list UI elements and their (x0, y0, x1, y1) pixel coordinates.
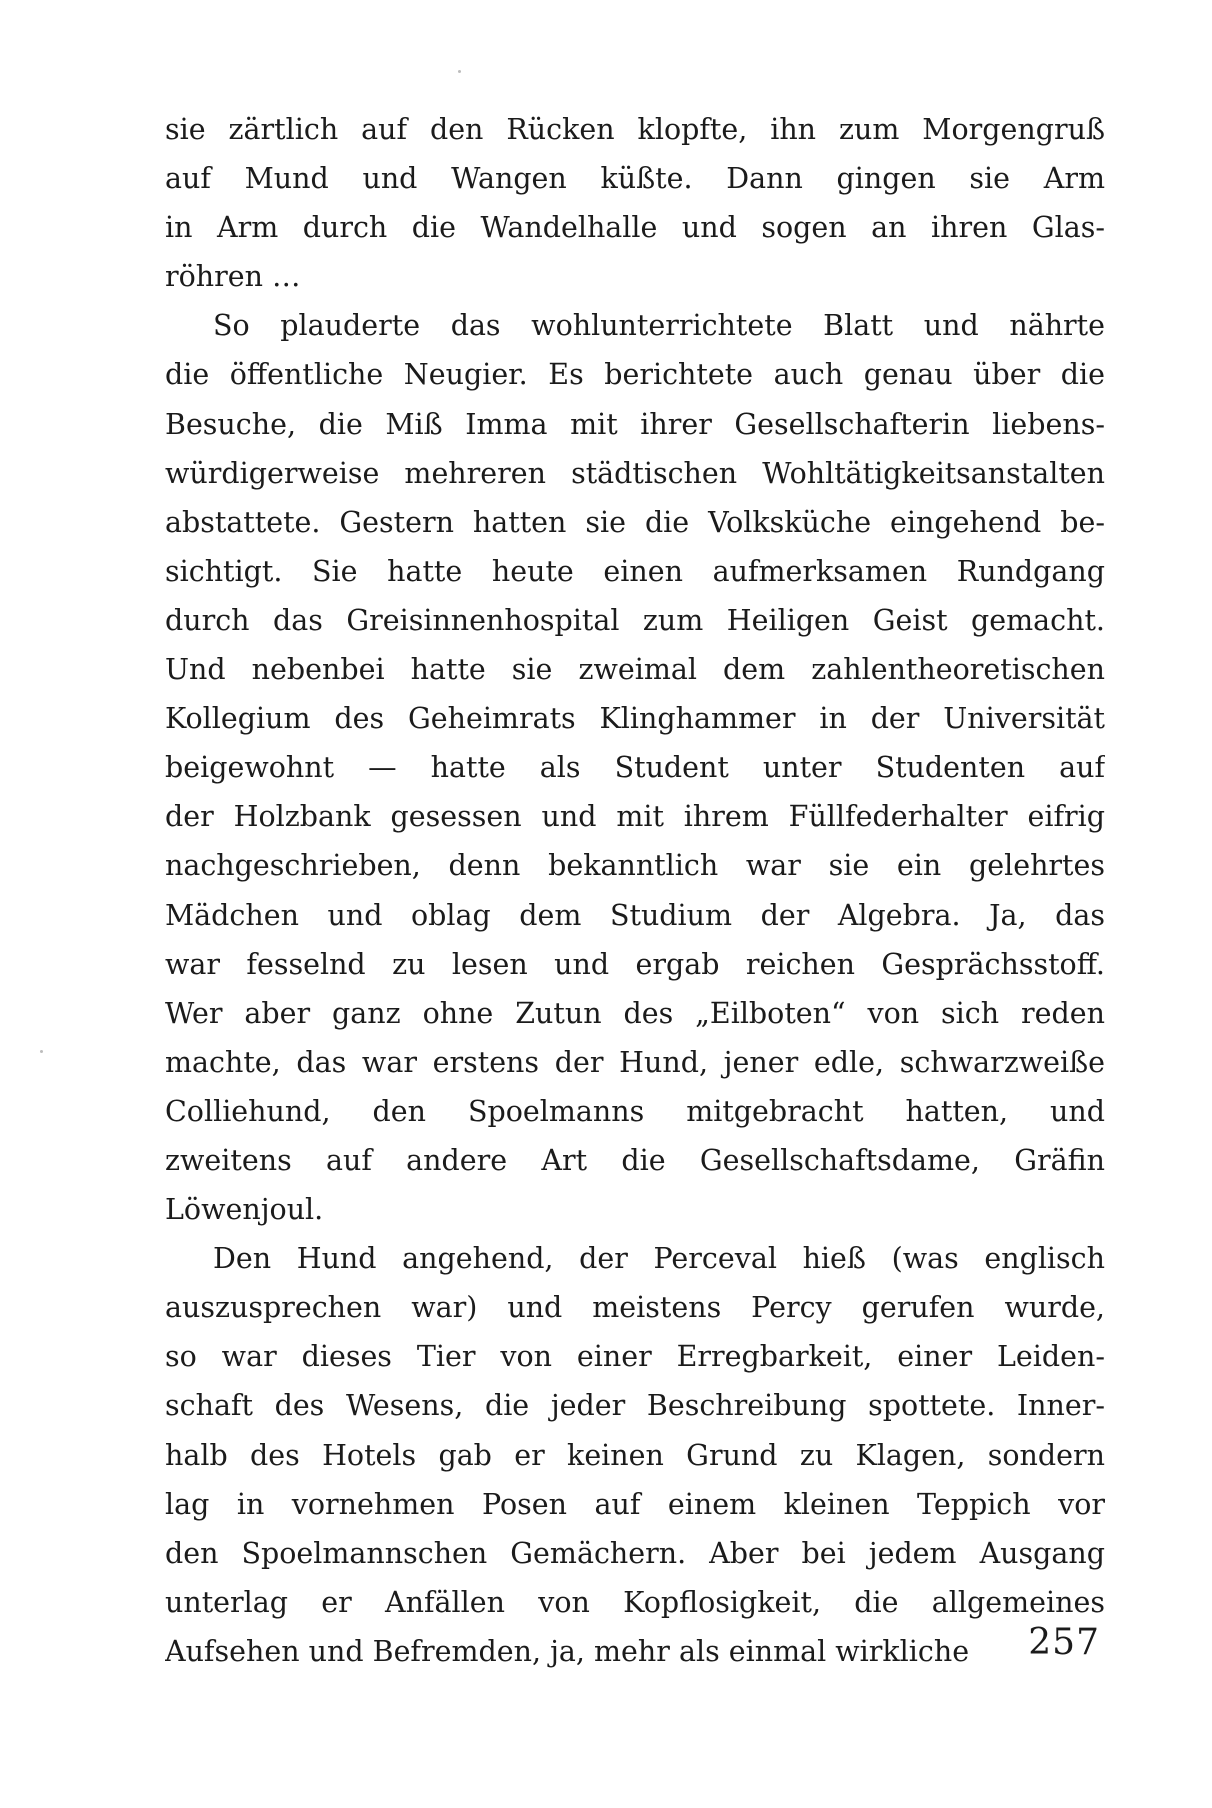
text-line: würdigerweise mehreren städtischen Wohltätigkeitsanstalten (165, 456, 1105, 490)
text-line: durch das Greisinnenhospital zum Heiligen Geist gemacht. (165, 603, 1105, 637)
paragraph (165, 105, 1105, 301)
text-line: Mädchen und oblag dem Studium der Algebra. Ja, das (165, 898, 1105, 932)
text-line: Colliehund, den Spoelmanns mitgebracht hatten, und (165, 1094, 1105, 1128)
paragraph (165, 1234, 1105, 1676)
text-line: war fesselnd zu lesen und ergab reichen Gesprächsstoff. (165, 947, 1105, 981)
text-line: Und nebenbei hatte sie zweimal dem zahlentheoretischen (165, 653, 1105, 687)
text-line: schaft des Wesens, die jeder Beschreibung spottete. Inner- (165, 1389, 1105, 1423)
text-line: zweitens auf andere Art die Gesellschaftsdame, Gräfin (165, 1143, 1105, 1177)
body-text (165, 105, 1105, 1676)
text-line: sie zärtlich auf den Rücken klopfte, ihn zum Morgengruß (165, 113, 1105, 146)
text-line: machte, das war erstens der Hund, jener edle, schwarzweiße (165, 1045, 1105, 1079)
text-line: sichtigt. Sie hatte heute einen aufmerksamen Rundgang (165, 554, 1105, 588)
text-line: röhren … (165, 260, 301, 294)
text-line: Löwenjoul. (165, 1193, 324, 1227)
paragraph (165, 301, 1105, 1234)
text-line: nachgeschrieben, denn bekanntlich war sie ein gelehrtes (165, 849, 1105, 883)
text-line: halb des Hotels gab er keinen Grund zu Klagen, sondern (165, 1438, 1105, 1472)
text-line: abstattete. Gestern hatten sie die Volksküche eingehend be- (165, 505, 1105, 539)
text-line: der Holzbank gesessen und mit ihrem Füllfederhalter eifrig (165, 800, 1105, 834)
text-line: auszusprechen war) und meistens Percy gerufen wurde, (165, 1291, 1105, 1325)
page-number: 257 (1028, 1622, 1100, 1663)
text-line: in Arm durch die Wandelhalle und sogen an ihren Glas- (165, 211, 1105, 245)
text-line: lag in vornehmen Posen auf einem kleinen Teppich vor (165, 1487, 1105, 1521)
text-line: Kollegium des Geheimrats Klinghammer in der Universität (165, 702, 1105, 736)
text-line: So plauderte das wohlunterrichtete Blatt und nährte (213, 309, 1105, 343)
text-line: Besuche, die Miß Imma mit ihrer Gesellschafterin liebens- (165, 407, 1105, 441)
paper-speck (458, 70, 461, 73)
text-line: beigewohnt — hatte als Student unter Studenten auf (165, 751, 1105, 785)
text-line: Den Hund angehend, der Perceval hieß (was englisch (213, 1242, 1105, 1276)
text-line: den Spoelmannschen Gemächern. Aber bei jedem Ausgang (165, 1536, 1105, 1570)
text-line: Wer aber ganz ohne Zutun des „Eilboten“ von sich reden (165, 996, 1105, 1030)
text-line: unterlag er Anfällen von Kopflosigkeit, die allgemeines (165, 1585, 1105, 1619)
text-line: so war dieses Tier von einer Erregbarkeit, einer Leiden- (165, 1340, 1105, 1374)
text-line: die öffentliche Neugier. Es berichtete auch genau über die (165, 358, 1105, 392)
text-line: Aufsehen und Befremden, ja, mehr als einmal wirkliche (165, 1634, 970, 1668)
text-line: auf Mund und Wangen küßte. Dann gingen sie Arm (165, 162, 1105, 196)
paper-speck (40, 1050, 43, 1053)
